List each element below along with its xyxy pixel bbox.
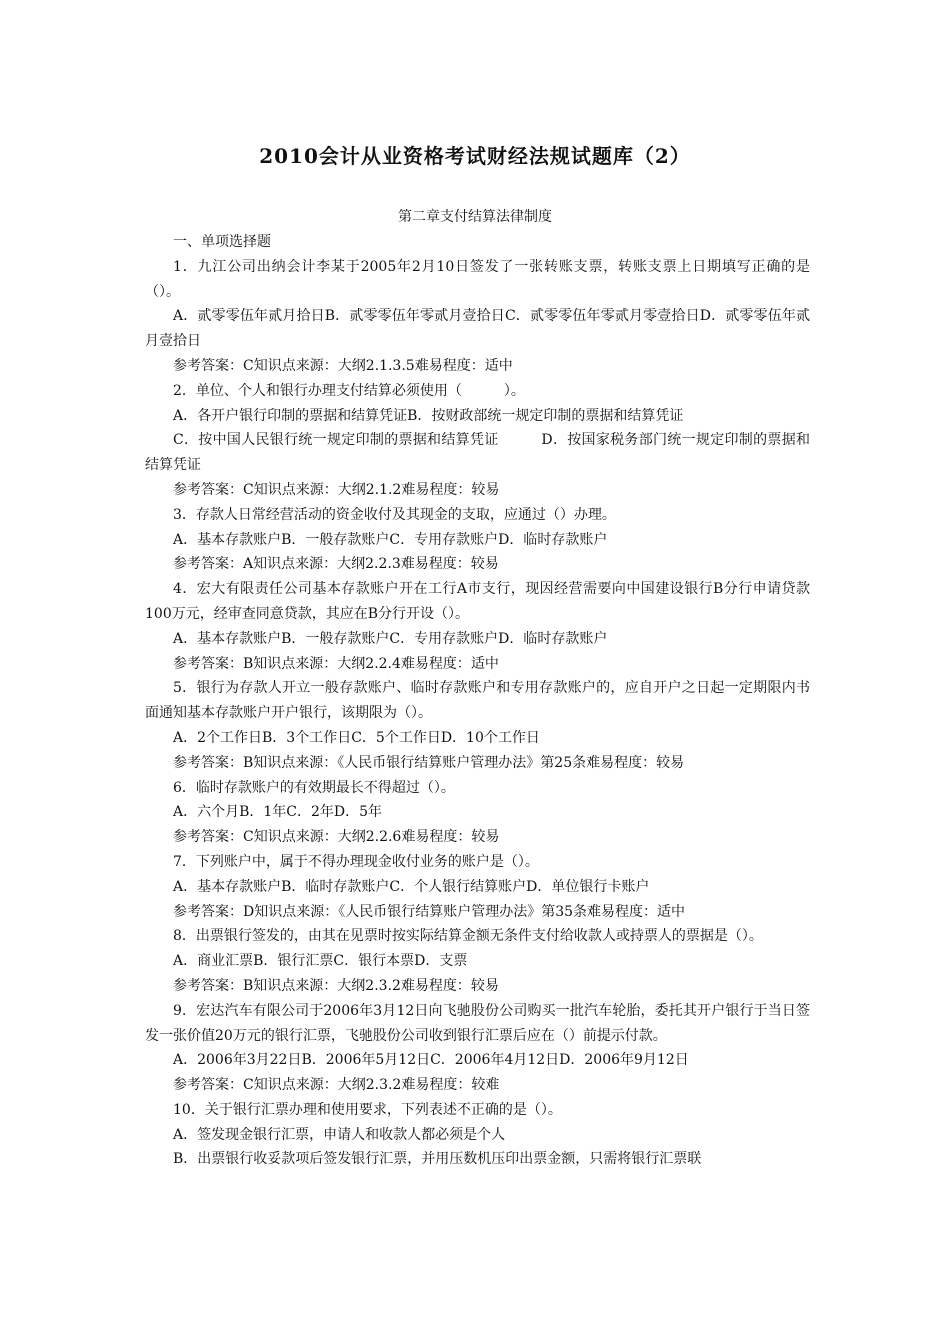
text-line: 参考答案：B知识点来源：大纲2.3.2难易程度：较易	[173, 977, 499, 994]
text-line: A．2个工作日B．3个工作日C．5个工作日D．10个工作日	[173, 729, 540, 746]
text-line: 参考答案：A知识点来源：大纲2.2.3难易程度：较易	[173, 556, 499, 573]
text-line: 7．下列账户中，属于不得办理现金收付业务的账户是（）。	[173, 853, 539, 870]
text-line: 10．关于银行汇票办理和使用要求，下列表述不正确的是（）。	[173, 1101, 562, 1118]
text-line: 参考答案：C知识点来源：大纲2.2.6难易程度：较易	[173, 829, 500, 846]
text-line: 参考答案：C知识点来源：大纲2.1.3.5难易程度：适中	[173, 357, 513, 374]
text-line: 6．临时存款账户的有效期最长不得超过（）。	[173, 779, 455, 796]
text-line: A．商业汇票B．银行汇票C．银行本票D．支票	[173, 953, 468, 970]
section-heading: 一、单项选择题	[173, 234, 271, 250]
text-line: A．基本存款账户B．一般存款账户C．专用存款账户D．临时存款账户	[173, 630, 608, 647]
text-line: A．六个月B．1年C．2年D．5年	[173, 804, 383, 821]
text-line: A．贰零零伍年贰月拾日B．贰零零伍年零贰月壹拾日C．贰零零伍年零贰月零壹拾日D．贰零零伍年贰月壹拾日	[145, 308, 810, 350]
text-line: 1．九江公司出纳会计李某于2005年2月10日签发了一张转账支票，转账支票上日期填写正确的是（）。	[145, 258, 810, 300]
text-line: 8．出票银行签发的，由其在见票时按实际结算金额无条件支付给收款人或持票人的票据是（）。	[173, 928, 763, 945]
text-line: A．各开户银行印制的票据和结算凭证B．按财政部统一规定印制的票据和结算凭证	[173, 407, 684, 424]
text-line: 参考答案：B知识点来源：大纲2.2.4难易程度：适中	[173, 655, 499, 672]
document-body	[145, 230, 810, 1172]
text-line: C．按中国人民银行统一规定印制的票据和结算凭证 D．按国家税务部门统一规定印制的票据和结算凭证	[145, 432, 810, 474]
text-line: 参考答案：D知识点来源：《人民币银行结算账户管理办法》第35条难易程度：适中	[173, 903, 686, 920]
chapter-heading: 第二章支付结算法律制度	[398, 209, 552, 225]
text-line: 3．存款人日常经营活动的资金收付及其现金的支取，应通过（）办理。	[173, 506, 616, 523]
document-title: 2010会计从业资格考试财经法规试题库（2）	[259, 144, 691, 168]
text-line: A．签发现金银行汇票，申请人和收款人都必须是个人	[173, 1126, 506, 1143]
text-line: 5．银行为存款人开立一般存款账户、临时存款账户和专用存款账户的，应自开户之日起一定期限内书面通知基本存款账户开户银行，该期限为（）。	[145, 680, 810, 722]
text-line: A．基本存款账户B．临时存款账户C．个人银行结算账户D．单位银行卡账户	[173, 878, 650, 895]
text-line: 4．宏大有限责任公司基本存款账户开在工行A市支行，现因经营需要向中国建设银行B分行申请贷款100万元，经审查同意贷款，其应在B分行开设（）。	[145, 581, 810, 622]
text-line: B．出票银行收妥款项后签发银行汇票，并用压数机压印出票金额，只需将银行汇票联	[173, 1151, 702, 1168]
text-line: 参考答案：B知识点来源：《人民币银行结算账户管理办法》第25条难易程度：较易	[173, 754, 685, 771]
text-line: 参考答案：C知识点来源：大纲2.1.2难易程度：较易	[173, 481, 500, 498]
text-line: 参考答案：C知识点来源：大纲2.3.2难易程度：较难	[173, 1077, 500, 1094]
text-line: A．2006年3月22日B．2006年5月12日C．2006年4月12日D．2006年9月12日	[173, 1052, 689, 1069]
text-line: 2．单位、个人和银行办理支付结算必须使用（ ）。	[173, 382, 525, 399]
text-line: 9．宏达汽车有限公司于2006年3月12日向飞驰股份公司购买一批汽车轮胎，委托其开户银行于当日签发一张价值20万元的银行汇票，飞驰股份公司收到银行汇票后应在（）前提示付款。	[145, 1002, 810, 1044]
text-line: A．基本存款账户B．一般存款账户C．专用存款账户D．临时存款账户	[173, 531, 608, 548]
